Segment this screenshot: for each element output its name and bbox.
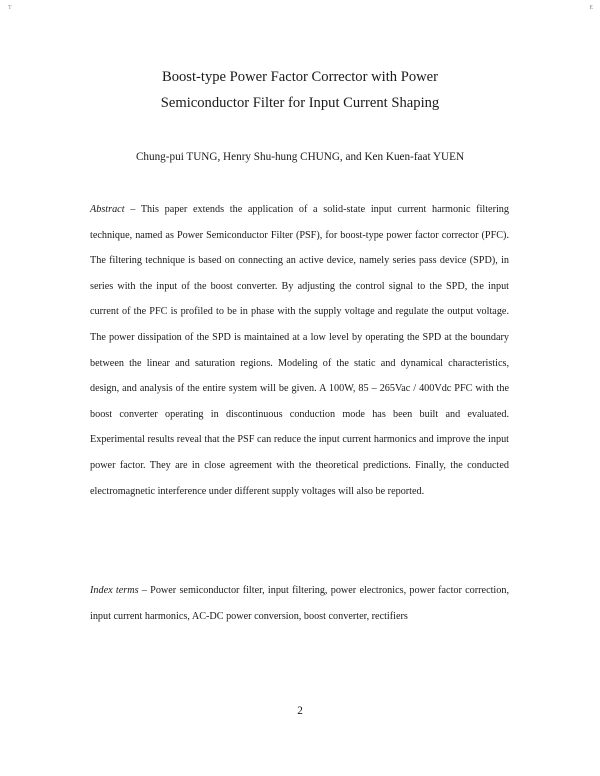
page-number: 2 (297, 705, 303, 717)
paper-authors: Chung-pui TUNG, Henry Shu-hung CHUNG, and Ken Kuen-faat YUEN (135, 151, 465, 163)
index-terms-label: Index terms (90, 585, 139, 596)
corner-mark-left: T (8, 5, 12, 11)
index-terms-text: – Power semiconductor filter, input filtering, power electronics, power factor correction, input current harmonics, AC-DC power conversion, boost converter, rectifiers (90, 585, 509, 622)
abstract-text: – This paper extends the application of a solid-state input current harmonic filtering technique, named as Power Semiconductor Filter (PSF), for boost-type power factor corrector (PFC). The filtering technique is based on connecting an active device, namely series pass device (SPD), in series with the input of the boost converter. By adjusting the control signal to the SPD, the input current of the PFC is profiled to be in phase with the supply voltage and regulate the output voltage. The power dissipation of the SPD is maintained at a low level by operating the SPD at the boundary between the linear and saturation regions. Modeling of the static and dynamical characteristics, design, and analysis of the entire system will be given. A 100W, 85 – 265Vac / 400Vdc PFC with the boost converter operating in discontinuous conduction mode has been built and evaluated. Experimental results reveal that the PSF can reduce the input current harmonics and improve the input power factor. They are in close agreement with the theoretical predictions. Finally, the conducted electromagnetic interference under different supply voltages will also be reported. (90, 204, 509, 497)
index-terms-paragraph (90, 578, 509, 629)
abstract-label: Abstract (90, 204, 125, 215)
abstract-paragraph (90, 197, 509, 504)
paper-title (0, 64, 600, 116)
corner-mark-right: E (589, 5, 593, 11)
paper-title-line-1: Boost-type Power Factor Corrector with Power (161, 69, 438, 85)
paper-title-line-2: Semiconductor Filter for Input Current Shaping (160, 95, 440, 111)
